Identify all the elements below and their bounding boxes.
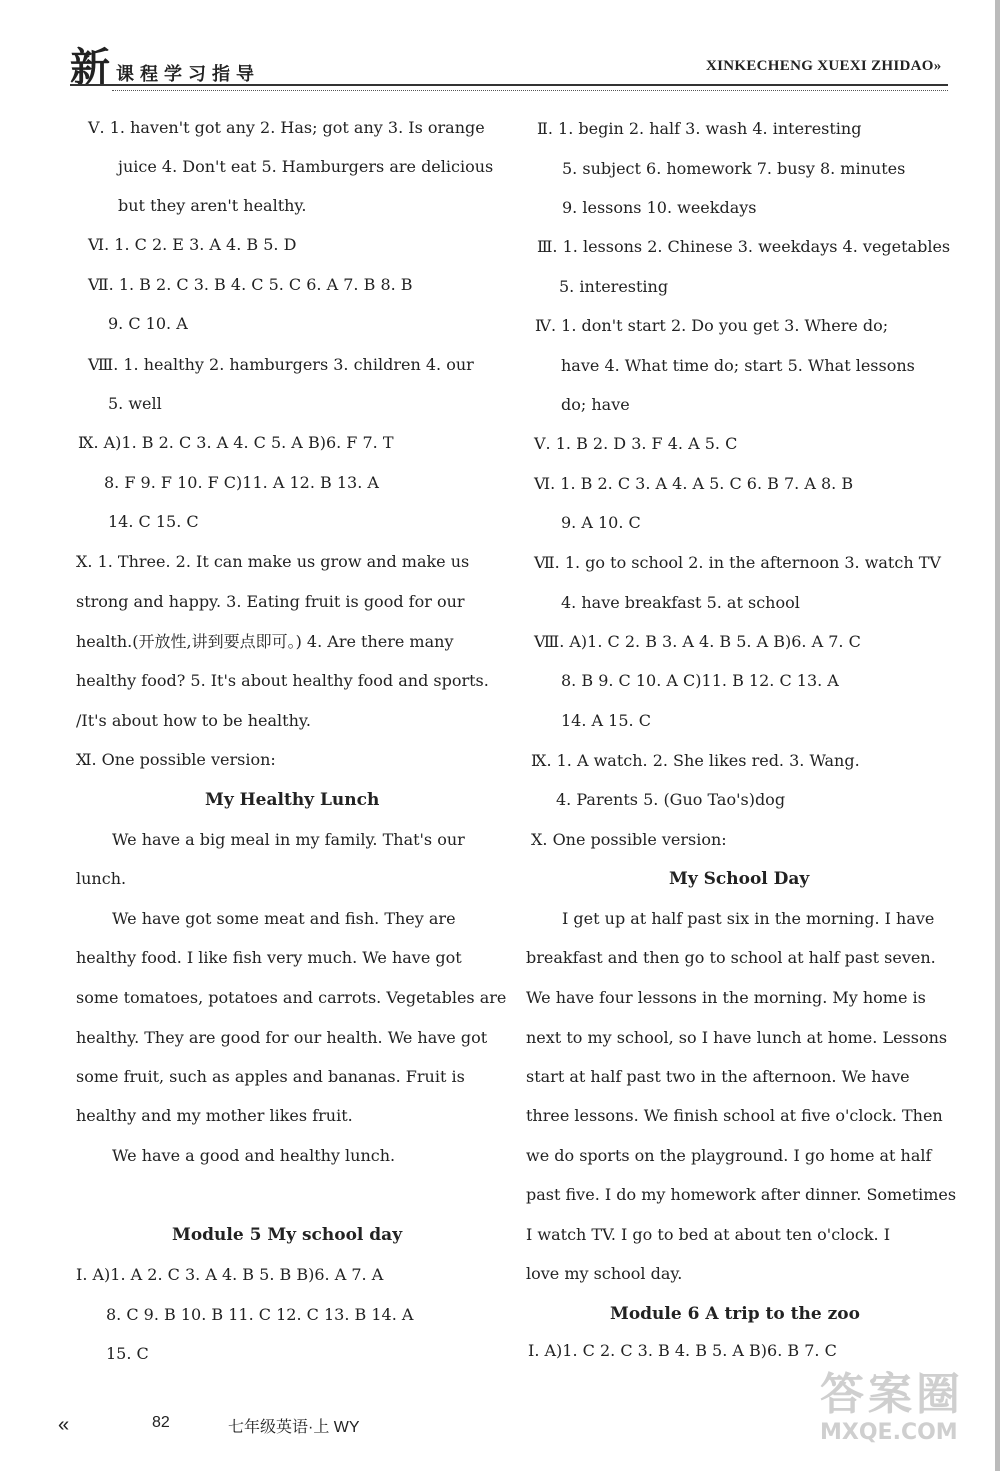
section-title: My School Day <box>669 869 810 889</box>
watermark-text: 答案圈 <box>820 1369 964 1420</box>
answer-line: Ⅶ. 1. go to school 2. in the afternoon 3. watch TV <box>534 553 941 572</box>
answer-line: 8. F 9. F 10. F C)11. A 12. B 13. A <box>104 473 379 492</box>
answer-line: Ⅴ. 1. B 2. D 3. F 4. A 5. C <box>534 434 738 453</box>
answer-line: some fruit, such as apples and bananas. Fruit is <box>76 1067 465 1086</box>
answer-line: next to my school, so I have lunch at home. Lessons <box>526 1028 948 1047</box>
answer-line: healthy food. I like fish very much. We have got <box>76 948 462 967</box>
section-title: Module 5 My school day <box>172 1225 403 1245</box>
answer-line: We have a big meal in my family. That's our <box>112 830 465 849</box>
answer-line: 9. lessons 10. weekdays <box>562 198 757 217</box>
header-rule <box>70 84 948 86</box>
answer-line: I watch TV. I go to bed at about ten o'clock. I <box>526 1225 891 1244</box>
answer-line: 9. C 10. A <box>108 314 188 333</box>
answer-line: 5. interesting <box>559 277 669 296</box>
answer-line: Ⅸ. A)1. B 2. C 3. A 4. C 5. A B)6. F 7. T <box>78 433 394 452</box>
answer-line: Ⅹ. One possible version: <box>531 830 727 849</box>
answer-line: 15. C <box>106 1344 149 1363</box>
brand-char: 新 <box>70 44 110 91</box>
header-pinyin: XINKECHENG XUEXI ZHIDAO» <box>706 58 942 74</box>
answer-line: Ⅹ. 1. Three. 2. It can make us grow and make us <box>76 552 470 571</box>
answer-line: Ⅰ. A)1. A 2. C 3. A 4. B 5. B B)6. A 7. A <box>76 1265 384 1284</box>
answer-line: Ⅱ. 1. begin 2. half 3. wash 4. interesting <box>537 119 862 138</box>
answer-line: 4. Parents 5. (Guo Tao's)dog <box>556 790 786 809</box>
answer-line: but they aren't healthy. <box>118 196 307 215</box>
watermark-url: MXQE.COM <box>820 1420 958 1445</box>
answer-line: We have a good and healthy lunch. <box>112 1146 396 1165</box>
answer-line: love my school day. <box>526 1264 683 1283</box>
answer-line: We have got some meat and fish. They are <box>112 909 456 928</box>
answer-line: past five. I do my homework after dinner. Sometimes <box>526 1185 957 1204</box>
answer-line: breakfast and then go to school at half past seven. <box>526 948 936 967</box>
section-title: My Healthy Lunch <box>205 790 380 810</box>
answer-line: 8. B 9. C 10. A C)11. B 12. C 13. A <box>561 671 839 690</box>
answer-line: have 4. What time do; start 5. What lessons <box>561 356 915 375</box>
answer-line: health.(开放性,讲到要点即可。) 4. Are there many <box>76 632 454 651</box>
answer-line: start at half past two in the afternoon. We have <box>526 1067 910 1086</box>
answer-line: healthy food? 5. It's about healthy food and sports. <box>76 671 489 690</box>
answer-line: Ⅰ. A)1. C 2. C 3. B 4. B 5. A B)6. B 7. C <box>528 1341 837 1360</box>
answer-line: we do sports on the playground. I go home at half <box>526 1146 932 1165</box>
watermark-logo <box>820 1370 990 1460</box>
answer-line: I get up at half past six in the morning. I have <box>562 909 935 928</box>
answer-line: lunch. <box>76 869 127 888</box>
answer-line: 8. C 9. B 10. B 11. C 12. C 13. B 14. A <box>106 1305 414 1324</box>
answer-line: 14. A 15. C <box>561 711 651 730</box>
answer-line: healthy. They are good for our health. We have got <box>76 1028 488 1047</box>
answer-line: Ⅴ. 1. haven't got any 2. Has; got any 3. Is orange <box>88 118 485 137</box>
answer-line: We have four lessons in the morning. My home is <box>526 988 926 1007</box>
answer-line: do; have <box>561 395 630 414</box>
answer-line: juice 4. Don't eat 5. Hamburgers are delicious <box>118 157 494 176</box>
answer-line: Ⅷ. A)1. C 2. B 3. A 4. B 5. A B)6. A 7. C <box>534 632 861 651</box>
answer-line: Ⅶ. 1. B 2. C 3. B 4. C 5. C 6. A 7. B 8. B <box>88 275 413 294</box>
answer-line: healthy and my mother likes fruit. <box>76 1106 353 1125</box>
answer-line: Ⅵ. 1. C 2. E 3. A 4. B 5. D <box>88 235 297 254</box>
answer-line: Ⅸ. 1. A watch. 2. She likes red. 3. Wang. <box>531 751 860 770</box>
section-title: Module 6 A trip to the zoo <box>610 1304 860 1324</box>
page-number: 82 <box>152 1414 170 1431</box>
brand-subtitle: 课程学习指导 <box>116 64 260 85</box>
answer-line: 5. subject 6. homework 7. busy 8. minutes <box>562 159 906 178</box>
binding-edge <box>995 0 1000 1471</box>
answer-line: Ⅳ. 1. don't start 2. Do you get 3. Where do; <box>535 316 889 335</box>
answer-line: 5. well <box>108 394 162 413</box>
answer-line: /It's about how to be healthy. <box>76 711 311 730</box>
answer-line: strong and happy. 3. Eating fruit is good for our <box>76 592 465 611</box>
answer-line: three lessons. We finish school at five o'clock. Then <box>526 1106 943 1125</box>
answer-line: some tomatoes, potatoes and carrots. Vegetables are <box>76 988 507 1007</box>
answer-line: Ⅷ. 1. healthy 2. hamburgers 3. children 4. our <box>88 355 474 374</box>
footer-arrows: « <box>58 1414 70 1436</box>
book-label: 七年级英语·上 WY <box>228 1419 360 1436</box>
answer-line: 14. C 15. C <box>108 512 199 531</box>
answer-line: 9. A 10. C <box>561 513 641 532</box>
header-dotted-rule <box>112 90 948 91</box>
answer-line: Ⅵ. 1. B 2. C 3. A 4. A 5. C 6. B 7. A 8. B <box>534 474 854 493</box>
header-brand <box>70 44 260 91</box>
answer-line: 4. have breakfast 5. at school <box>561 593 800 612</box>
answer-line: Ⅲ. 1. lessons 2. Chinese 3. weekdays 4. vegetables <box>537 237 951 256</box>
answer-line: Ⅺ. One possible version: <box>76 750 276 769</box>
